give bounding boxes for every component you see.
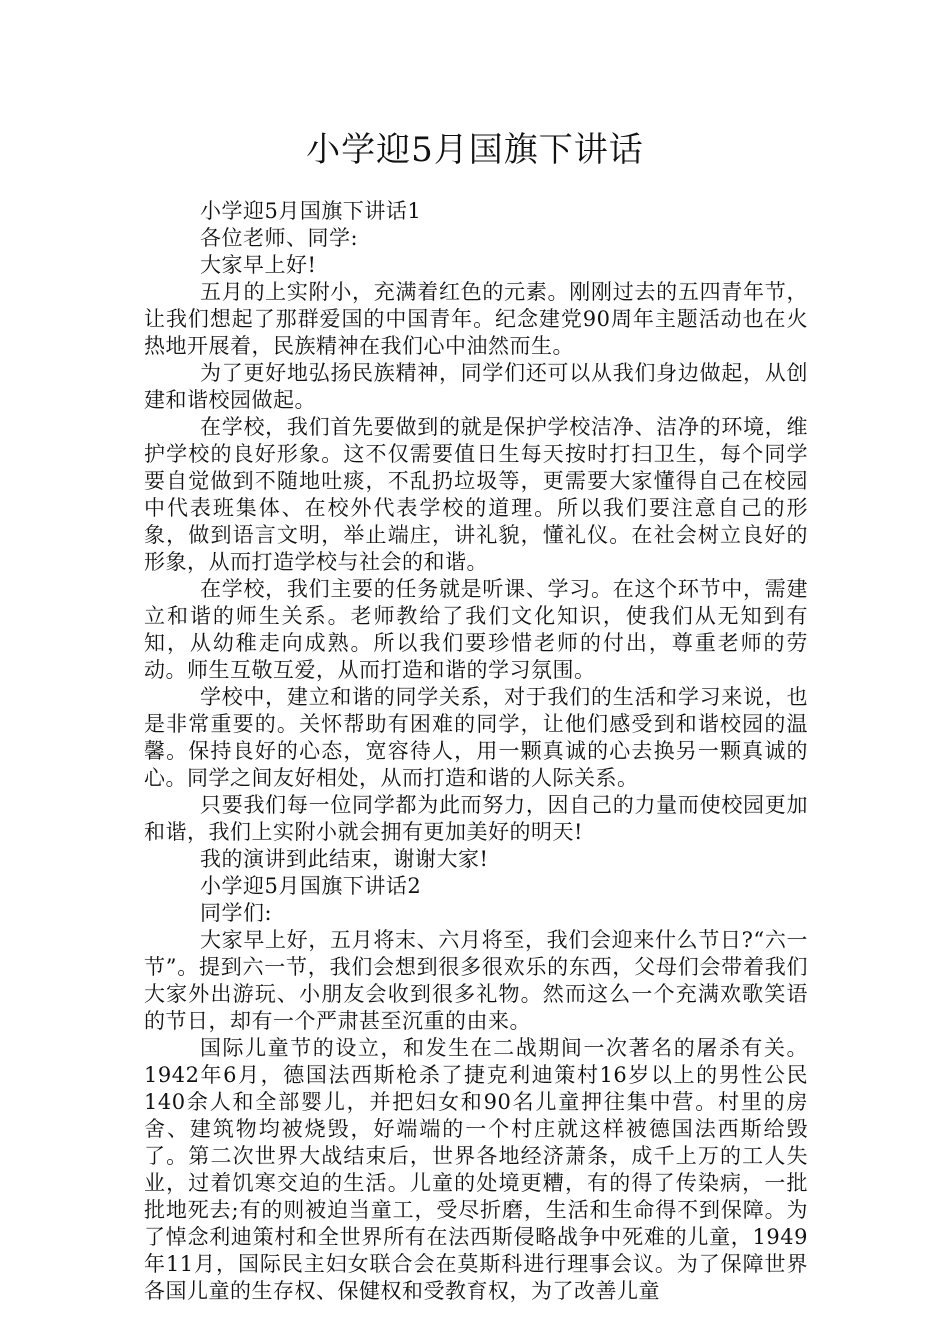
paragraph: 我的演讲到此结束，谢谢大家! (200, 847, 489, 871)
paragraph: 小学迎5月国旗下讲话2 (200, 874, 422, 898)
document-title: 小学迎5月国旗下讲话 (306, 130, 644, 170)
paragraph: 学校中，建立和谐的同学关系，对于我们的生活和学习来说，也是非常重要的。关怀帮助有困难的同学，让他们感受到和谐校园的温馨。保持良好的心态，宽容待人，用一颗真诚的心去换另一颗真诚的心。同学之间友好相处，从而打造和谐的人际关系。 (144, 685, 808, 790)
paragraph: 小学迎5月国旗下讲话1 (200, 199, 422, 223)
paragraph: 五月的上实附小，充满着红色的元素。刚刚过去的五四青年节，让我们想起了那群爱国的中国青年。纪念建党90周年主题活动也在火热地开展着，民族精神在我们心中油然而生。 (144, 280, 808, 358)
paragraph: 各位老师、同学: (200, 226, 359, 250)
paragraph: 在学校，我们主要的任务就是听课、学习。在这个环节中，需建立和谐的师生关系。老师教给了我们文化知识，使我们从无知到有知，从幼稚走向成熟。所以我们要珍惜老师的付出，尊重老师的劳动。师生互敬互爱，从而打造和谐的学习氛围。 (144, 577, 808, 682)
paragraph: 大家早上好! (200, 253, 317, 277)
paragraph: 为了更好地弘扬民族精神，同学们还可以从我们身边做起，从创建和谐校园做起。 (144, 361, 808, 412)
paragraph: 只要我们每一位同学都为此而努力，因自己的力量而使校园更加和谐，我们上实附小就会拥有更加美好的明天! (144, 793, 808, 844)
paragraph: 国际儿童节的设立，和发生在二战期间一次著名的屠杀有关。1942年6月，德国法西斯枪杀了捷克利迪策村16岁以上的男性公民140余人和全部婴儿，并把妇女和90名儿童押往集中营。村里的房舍、建筑物均被烧毁，好端端的一个村庄就这样被德国法西斯给毁了。第二次世界大战结束后，世界各地经济萧条，成千上万的工人失业，过着饥寒交迫的生活。儿童的处境更糟，有的得了传染病，一批批地死去;有的则被迫当童工，受尽折磨，生活和生命得不到保障。为了悼念利迪策村和全世界所有在法西斯侵略战争中死难的儿童，1949年11月，国际民主妇女联合会在莫斯科进行理事会议。为了保障世界各国儿童的生存权、保健权和受教育权，为了改善儿童 (144, 1036, 808, 1303)
paragraph: 大家早上好，五月将末、六月将至，我们会迎来什么节日?“六一节”。提到六一节，我们会想到很多很欢乐的东西，父母们会带着我们大家外出游玩、小朋友会收到很多礼物。然而这么一个充满欢歌笑语的节日，却有一个严肃甚至沉重的由来。 (144, 928, 808, 1033)
paragraph: 在学校，我们首先要做到的就是保护学校洁净、洁净的环境，维护学校的良好形象。这不仅需要值日生每天按时打扫卫生，每个同学要自觉做到不随地吐痰，不乱扔垃圾等，更需要大家懂得自己在校园中代表班集体、在校外代表学校的道理。所以我们要注意自己的形象，做到语言文明，举止端庄，讲礼貌，懂礼仪。在社会树立良好的形象，从而打造学校与社会的和谐。 (144, 415, 808, 574)
paragraph: 同学们: (200, 901, 273, 925)
document-body (144, 198, 808, 1305)
